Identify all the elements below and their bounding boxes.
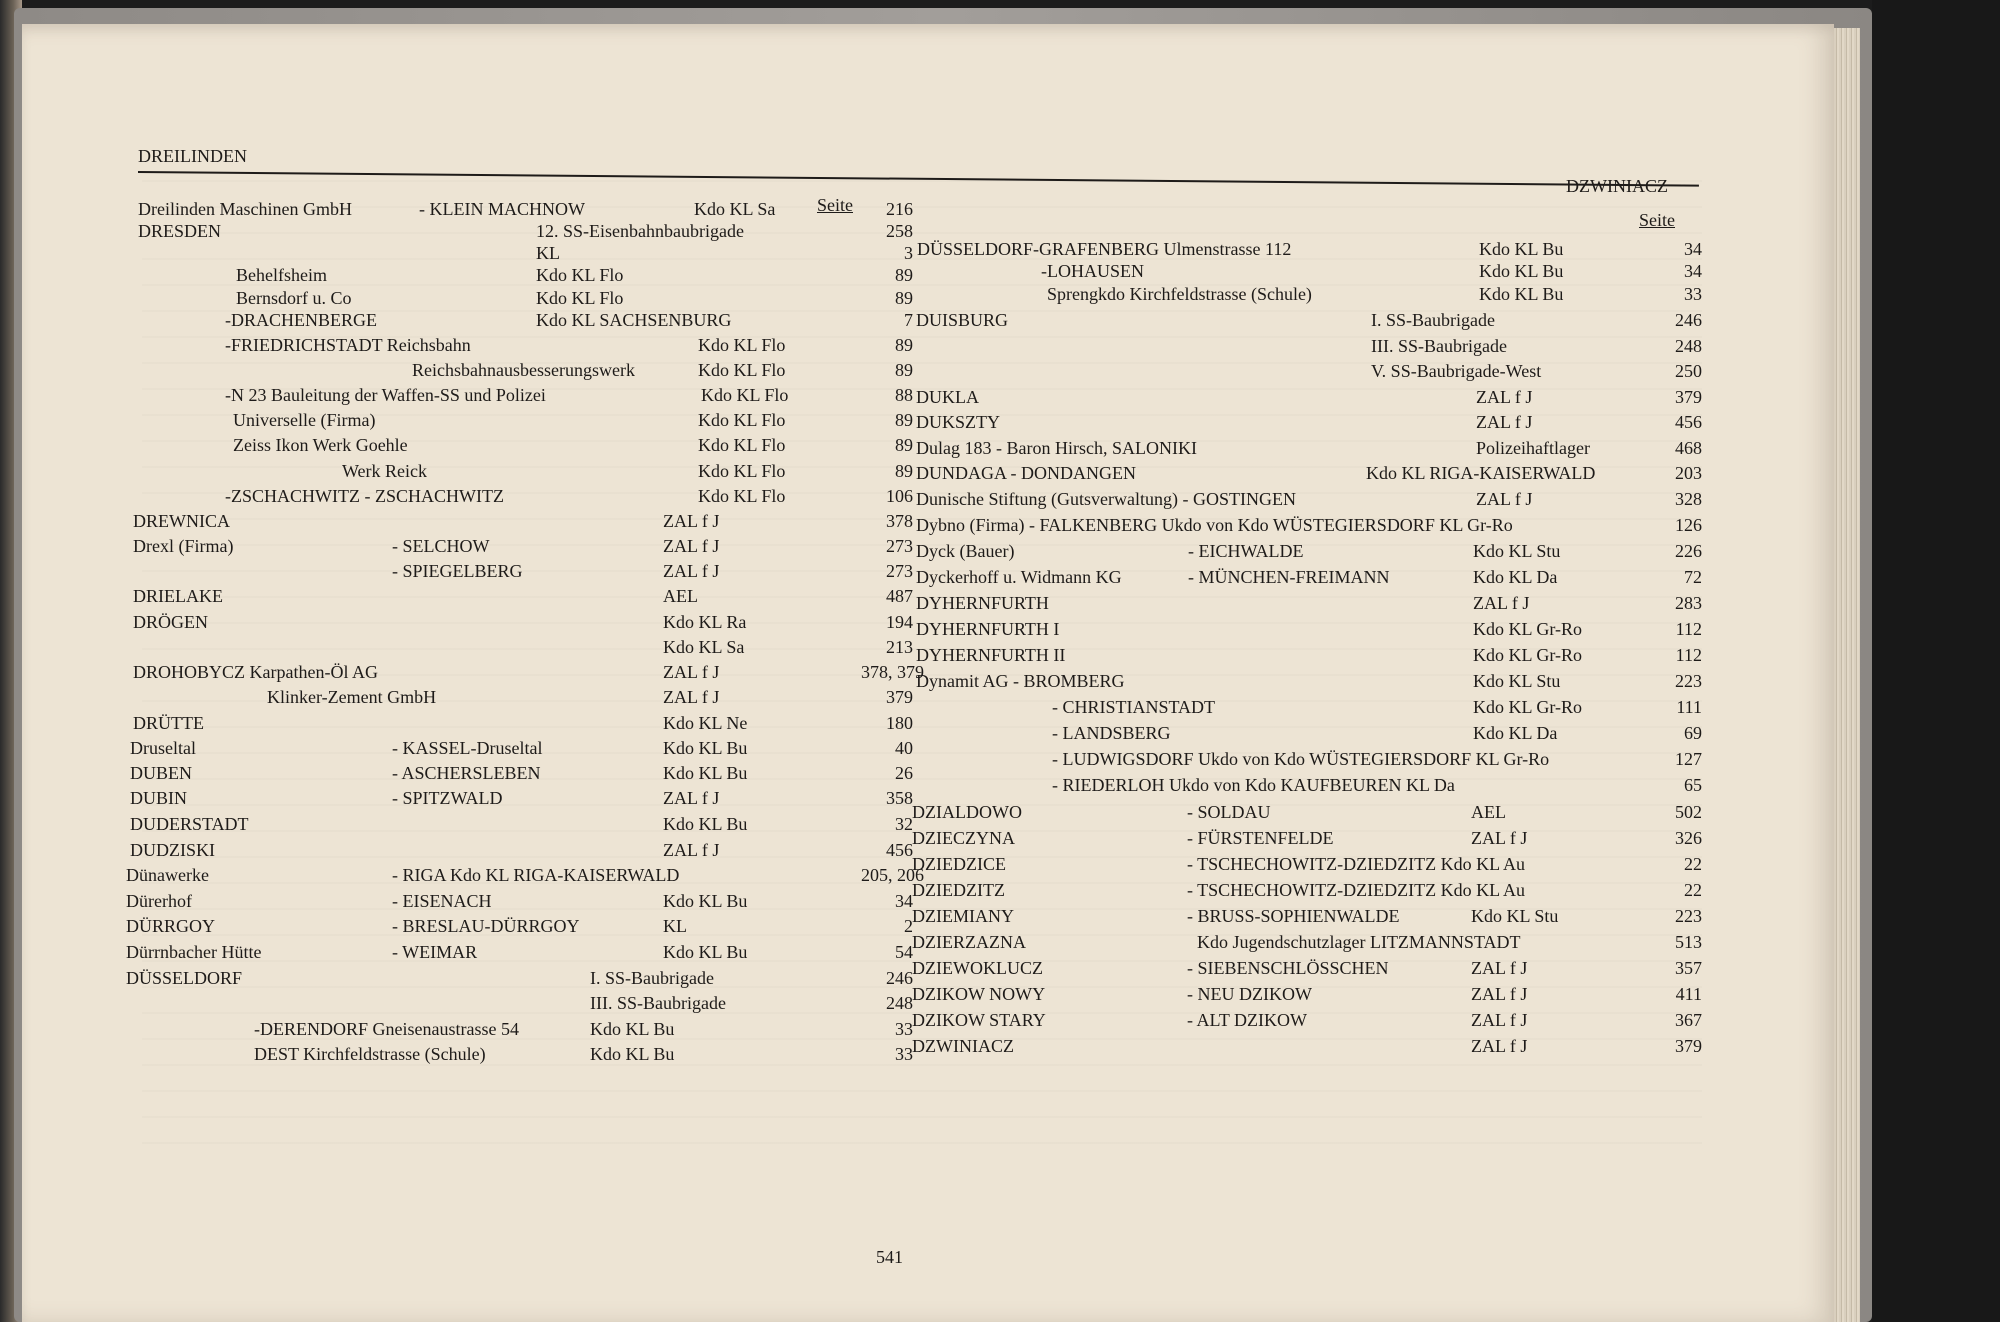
entry-page-number: 33 (895, 1019, 913, 1039)
entry-term: DYHERNFURTH II (916, 645, 1066, 665)
entry-term: DUDZISKI (130, 840, 215, 860)
entry-camp-type: Kdo KL Flo (701, 385, 789, 405)
entry-camp-type: Kdo KL Flo (698, 360, 786, 380)
entry-term: Werk Reick (342, 461, 428, 481)
entry-detail: - KLEIN MACHNOW (419, 199, 585, 219)
entry-camp-type: Kdo KL Flo (698, 435, 786, 455)
entry-camp-type: Kdo KL Da (1473, 723, 1558, 743)
entry-term: DÜSSELDORF-GRAFENBERG Ulmenstrasse 112 (917, 239, 1292, 259)
entry-detail: - BRESLAU-DÜRRGOY (392, 916, 580, 936)
entry-camp-type: ZAL f J (663, 687, 720, 707)
entry-camp-type: ZAL f J (1476, 387, 1533, 407)
entry-page-number: 226 (1675, 541, 1702, 561)
entry-term: Dreilinden Maschinen GmbH (138, 199, 352, 219)
entry-term: - LANDSBERG (1052, 723, 1171, 743)
entry-term: DZIECZYNA (912, 828, 1015, 848)
entry-page-number: 203 (1675, 463, 1702, 483)
entry-page-number: 54 (895, 942, 913, 962)
entry-camp-type: Kdo KL Bu (663, 763, 748, 783)
entry-page-number: 223 (1675, 671, 1702, 691)
entry-term: DUDERSTADT (130, 814, 249, 834)
entry-camp-type: Kdo KL Bu (590, 1019, 675, 1039)
entry-detail: KL (536, 243, 560, 263)
entry-term: DZIALDOWO (912, 802, 1022, 822)
entry-camp-type: Kdo KL Bu (663, 814, 748, 834)
entry-camp-type: Kdo KL Gr-Ro (1473, 619, 1582, 639)
entry-page-number: 246 (886, 968, 913, 988)
entry-page-number: 258 (886, 221, 913, 241)
entry-camp-type: ZAL f J (1476, 412, 1533, 432)
entry-term: DRÜTTE (133, 713, 204, 733)
entry-page-number: 378, 379 (861, 662, 924, 682)
entry-camp-type: Kdo KL Flo (698, 335, 786, 355)
entry-term: Dunische Stiftung (Gutsverwaltung) - GOSTINGEN (916, 489, 1296, 509)
seite-label-left: Seite (817, 195, 853, 215)
entry-detail: - ASCHERSLEBEN (392, 763, 541, 783)
entry-camp-type: III. SS-Baubrigade (590, 993, 726, 1013)
entry-camp-type: Kdo KL Ra (663, 612, 747, 632)
entry-camp-type: ZAL f J (663, 788, 720, 808)
entry-camp-type: I. SS-Baubrigade (590, 968, 714, 988)
entry-camp-type: ZAL f J (1471, 828, 1528, 848)
entry-term: DEST Kirchfeldstrasse (Schule) (254, 1044, 486, 1064)
entry-page-number: 379 (1675, 387, 1702, 407)
entry-page-number: 3 (904, 243, 913, 263)
entry-page-number: 513 (1675, 932, 1702, 952)
entry-detail: Kdo KL Flo (536, 288, 624, 308)
entry-term: Drexl (Firma) (133, 536, 234, 556)
entry-page-number: 456 (1675, 412, 1702, 432)
entry-term: DUBEN (130, 763, 192, 783)
entry-detail: - MÜNCHEN-FREIMANN (1188, 567, 1390, 587)
entry-page-number: 468 (1675, 438, 1702, 458)
entry-term: DROHOBYCZ Karpathen-Öl AG (133, 662, 378, 682)
entry-camp-type: KL (663, 916, 687, 936)
entry-page-number: 2 (904, 916, 913, 936)
entry-page-number: 180 (886, 713, 913, 733)
entry-camp-type: Kdo KL Gr-Ro (1473, 697, 1582, 717)
entry-page-number: 89 (895, 435, 913, 455)
entry-term: DUKSZTY (916, 412, 1000, 432)
entry-page-number: 250 (1675, 361, 1702, 381)
entry-camp-type: Kdo KL Flo (698, 410, 786, 430)
seite-label-right: Seite (1639, 210, 1675, 230)
entry-camp-type: Kdo KL Stu (1471, 906, 1559, 926)
entry-detail: - SPITZWALD (392, 788, 503, 808)
entry-term: Dyck (Bauer) (916, 541, 1015, 561)
entry-page-number: 273 (886, 561, 913, 581)
entry-detail: - SELCHOW (392, 536, 490, 556)
entry-term: Dürerhof (126, 891, 192, 911)
entry-page-number: 7 (904, 310, 913, 330)
running-head-left: DREILINDEN (138, 146, 247, 166)
entry-camp-type: ZAL f J (1476, 489, 1533, 509)
entry-term: DRIELAKE (133, 586, 223, 606)
entry-detail: - EICHWALDE (1188, 541, 1304, 561)
entry-term: Dybno (Firma) - FALKENBERG Ukdo von Kdo WÜSTEGIERSDORF KL Gr-Ro (916, 515, 1513, 535)
entry-page-number: 357 (1675, 958, 1702, 978)
entry-camp-type: I. SS-Baubrigade (1371, 310, 1495, 330)
entry-term: DUISBURG (916, 310, 1009, 330)
entry-camp-type: AEL (663, 586, 698, 606)
entry-page-number: 72 (1684, 567, 1702, 587)
entry-camp-type: ZAL f J (1471, 984, 1528, 1004)
entry-camp-type: ZAL f J (1471, 1010, 1528, 1030)
book-page (22, 24, 1834, 1322)
entry-camp-type: Kdo KL Bu (590, 1044, 675, 1064)
entry-term: Dünawerke (126, 865, 209, 885)
entry-term: DZIKOW NOWY (912, 984, 1046, 1004)
entry-term: - RIEDERLOH Ukdo von Kdo KAUFBEUREN KL Da (1052, 775, 1455, 795)
entry-page-number: 112 (1675, 619, 1702, 639)
entry-page-number: 89 (895, 288, 913, 308)
entry-term: DZIKOW STARY (912, 1010, 1046, 1030)
entry-page-number: 89 (895, 461, 913, 481)
entry-page-number: 26 (895, 763, 913, 783)
entry-page-number: 34 (1684, 239, 1702, 259)
entry-term: Universelle (Firma) (233, 410, 376, 430)
entry-detail: Kdo KL Flo (536, 265, 624, 285)
entry-page-number: 89 (895, 410, 913, 430)
entry-page-number: 89 (895, 335, 913, 355)
entry-page-number: 223 (1675, 906, 1702, 926)
entry-page-number: 379 (1675, 1036, 1702, 1056)
entry-camp-type: ZAL f J (663, 840, 720, 860)
entry-term: DÜSSELDORF (126, 968, 243, 988)
entry-page-number: 88 (895, 385, 913, 405)
entry-detail: - FÜRSTENFELDE (1187, 828, 1334, 848)
entry-camp-type: Kdo KL RIGA-KAISERWALD (1366, 463, 1596, 483)
entry-page-number: 194 (886, 612, 913, 632)
entry-term: DZIERZAZNA (912, 932, 1026, 952)
entry-term: DREWNICA (133, 511, 230, 531)
entry-page-number: 33 (895, 1044, 913, 1064)
entry-page-number: 487 (886, 586, 913, 606)
entry-term: DZIEDZICE (912, 854, 1006, 874)
entry-term: DRÖGEN (133, 612, 208, 632)
entry-camp-type: Kdo KL Flo (698, 486, 786, 506)
entry-page-number: 34 (1684, 261, 1702, 281)
entry-page-number: 248 (1675, 336, 1702, 356)
entry-detail: - SIEBENSCHLÖSSCHEN (1187, 958, 1389, 978)
entry-camp-type: Kdo KL Bu (1479, 239, 1564, 259)
entry-page-number: 205, 206 (861, 865, 924, 885)
entry-detail: - TSCHECHOWITZ-DZIEDZITZ Kdo KL Au (1187, 854, 1525, 874)
entry-term: -N 23 Bauleitung der Waffen-SS und Polizei (225, 385, 546, 405)
entry-term: Dürrnbacher Hütte (126, 942, 262, 962)
entry-camp-type: Kdo KL Stu (1473, 671, 1561, 691)
entry-page-number: 379 (886, 687, 913, 707)
entry-page-number: 89 (895, 360, 913, 380)
entry-camp-type: Kdo KL Sa (663, 637, 745, 657)
entry-page-number: 273 (886, 536, 913, 556)
entry-term: - LUDWIGSDORF Ukdo von Kdo WÜSTEGIERSDORF KL Gr-Ro (1052, 749, 1550, 769)
page-number: 541 (876, 1247, 903, 1267)
entry-camp-type: III. SS-Baubrigade (1371, 336, 1507, 356)
entry-page-number: 127 (1675, 749, 1702, 769)
entry-page-number: 456 (886, 840, 913, 860)
entry-page-number: 411 (1675, 984, 1702, 1004)
entry-page-number: 34 (895, 891, 913, 911)
entry-term: DZIEDZITZ (912, 880, 1005, 900)
entry-camp-type: Kdo KL Bu (1479, 261, 1564, 281)
entry-page-number: 246 (1675, 310, 1702, 330)
entry-camp-type: Kdo KL Bu (1479, 284, 1564, 304)
entry-term: Dulag 183 - Baron Hirsch, SALONIKI (916, 438, 1197, 458)
entry-detail: - TSCHECHOWITZ-DZIEDZITZ Kdo KL Au (1187, 880, 1525, 900)
entry-page-number: 65 (1684, 775, 1702, 795)
entry-term: DZWINIACZ (912, 1036, 1014, 1056)
entry-page-number: 216 (886, 199, 913, 219)
entry-page-number: 89 (895, 265, 913, 285)
entry-camp-type: ZAL f J (663, 536, 720, 556)
entry-term: -LOHAUSEN (1041, 261, 1144, 281)
entry-camp-type: Kdo KL Flo (698, 461, 786, 481)
entry-term: Dyckerhoff u. Widmann KG (916, 567, 1122, 587)
entry-page-number: 126 (1675, 515, 1702, 535)
entry-term: DUNDAGA - DONDANGEN (916, 463, 1136, 483)
entry-camp-type: AEL (1471, 802, 1506, 822)
entry-page-number: 32 (895, 814, 913, 834)
entry-term: -DERENDORF Gneisenaustrasse 54 (254, 1019, 519, 1039)
entry-page-number: 326 (1675, 828, 1702, 848)
entry-camp-type: Kdo KL Bu (663, 891, 748, 911)
entry-camp-type: Kdo KL Stu (1473, 541, 1561, 561)
entry-term: Bernsdorf u. Co (236, 288, 352, 308)
entry-camp-type: ZAL f J (663, 662, 720, 682)
entry-camp-type: ZAL f J (1473, 593, 1530, 613)
entry-page-number: 112 (1675, 645, 1702, 665)
entry-camp-type: Kdo KL Sa (694, 199, 776, 219)
entry-term: DZIEMIANY (912, 906, 1014, 926)
entry-page-number: 502 (1675, 802, 1702, 822)
entry-page-number: 328 (1675, 489, 1702, 509)
entry-page-number: 378 (886, 511, 913, 531)
entry-term: Druseltal (130, 738, 196, 758)
entry-term: Zeiss Ikon Werk Goehle (233, 435, 408, 455)
entry-detail: 12. SS-Eisenbahnbaubrigade (536, 221, 744, 241)
entry-camp-type: ZAL f J (1471, 958, 1528, 978)
entry-camp-type: Kdo KL Bu (663, 738, 748, 758)
entry-term: DRESDEN (138, 221, 222, 241)
entry-camp-type: Kdo KL Gr-Ro (1473, 645, 1582, 665)
entry-camp-type: Kdo KL Ne (663, 713, 748, 733)
entry-page-number: 22 (1684, 854, 1702, 874)
entry-term: DÜRRGOY (126, 916, 216, 936)
running-head-right: DZWINIACZ (1566, 176, 1668, 196)
entry-camp-type: Polizeihaftlager (1476, 438, 1590, 458)
entry-camp-type: ZAL f J (663, 511, 720, 531)
entry-detail: Kdo KL SACHSENBURG (536, 310, 732, 330)
entry-page-number: 69 (1684, 723, 1702, 743)
entry-detail: - SOLDAU (1187, 802, 1271, 822)
entry-term: DUBIN (130, 788, 187, 808)
entry-detail: - EISENACH (392, 891, 492, 911)
entry-term: DUKLA (916, 387, 979, 407)
entry-page-number: 33 (1684, 284, 1702, 304)
entry-detail: - SPIEGELBERG (392, 561, 523, 581)
entry-page-number: 22 (1684, 880, 1702, 900)
entry-term: -ZSCHACHWITZ - ZSCHACHWITZ (225, 486, 504, 506)
entry-term: -FRIEDRICHSTADT Reichsbahn (225, 335, 471, 355)
entry-term: Sprengkdo Kirchfeldstrasse (Schule) (1047, 284, 1312, 304)
entry-page-number: 367 (1675, 1010, 1702, 1030)
entry-detail: - NEU DZIKOW (1187, 984, 1312, 1004)
entry-detail: - RIGA Kdo KL RIGA-KAISERWALD (392, 865, 680, 885)
entry-detail: - BRUSS-SOPHIENWALDE (1187, 906, 1400, 926)
entry-term: DYHERNFURTH (916, 593, 1049, 613)
entry-term: Klinker-Zement GmbH (267, 687, 437, 707)
entry-term: Reichsbahnausbesserungswerk (412, 360, 635, 380)
entry-camp-type: V. SS-Baubrigade-West (1371, 361, 1542, 381)
page-edge (1834, 28, 1860, 1322)
entry-page-number: 358 (886, 788, 913, 808)
entry-detail: - WEIMAR (392, 942, 478, 962)
entry-term: Dynamit AG - BROMBERG (916, 671, 1125, 691)
entry-camp-type: Kdo KL Da (1473, 567, 1558, 587)
entry-page-number: 106 (886, 486, 913, 506)
entry-page-number: 213 (886, 637, 913, 657)
entry-term: DYHERNFURTH I (916, 619, 1060, 639)
entry-camp-type: Kdo KL Bu (663, 942, 748, 962)
entry-page-number: 111 (1676, 697, 1702, 717)
entry-term: - CHRISTIANSTADT (1052, 697, 1216, 717)
entry-page-number: 40 (895, 738, 913, 758)
entry-detail: - ALT DZIKOW (1187, 1010, 1307, 1030)
entry-detail: Kdo Jugendschutzlager LITZMANNSTADT (1197, 932, 1521, 952)
entry-page-number: 248 (886, 993, 913, 1013)
entry-term: DZIEWOKLUCZ (912, 958, 1043, 978)
entry-detail: - KASSEL-Druseltal (392, 738, 543, 758)
entry-term: -DRACHENBERGE (225, 310, 377, 330)
entry-page-number: 283 (1675, 593, 1702, 613)
entry-camp-type: ZAL f J (663, 561, 720, 581)
entry-camp-type: ZAL f J (1471, 1036, 1528, 1056)
entry-term: Behelfsheim (236, 265, 327, 285)
background-right (1872, 0, 2000, 1322)
